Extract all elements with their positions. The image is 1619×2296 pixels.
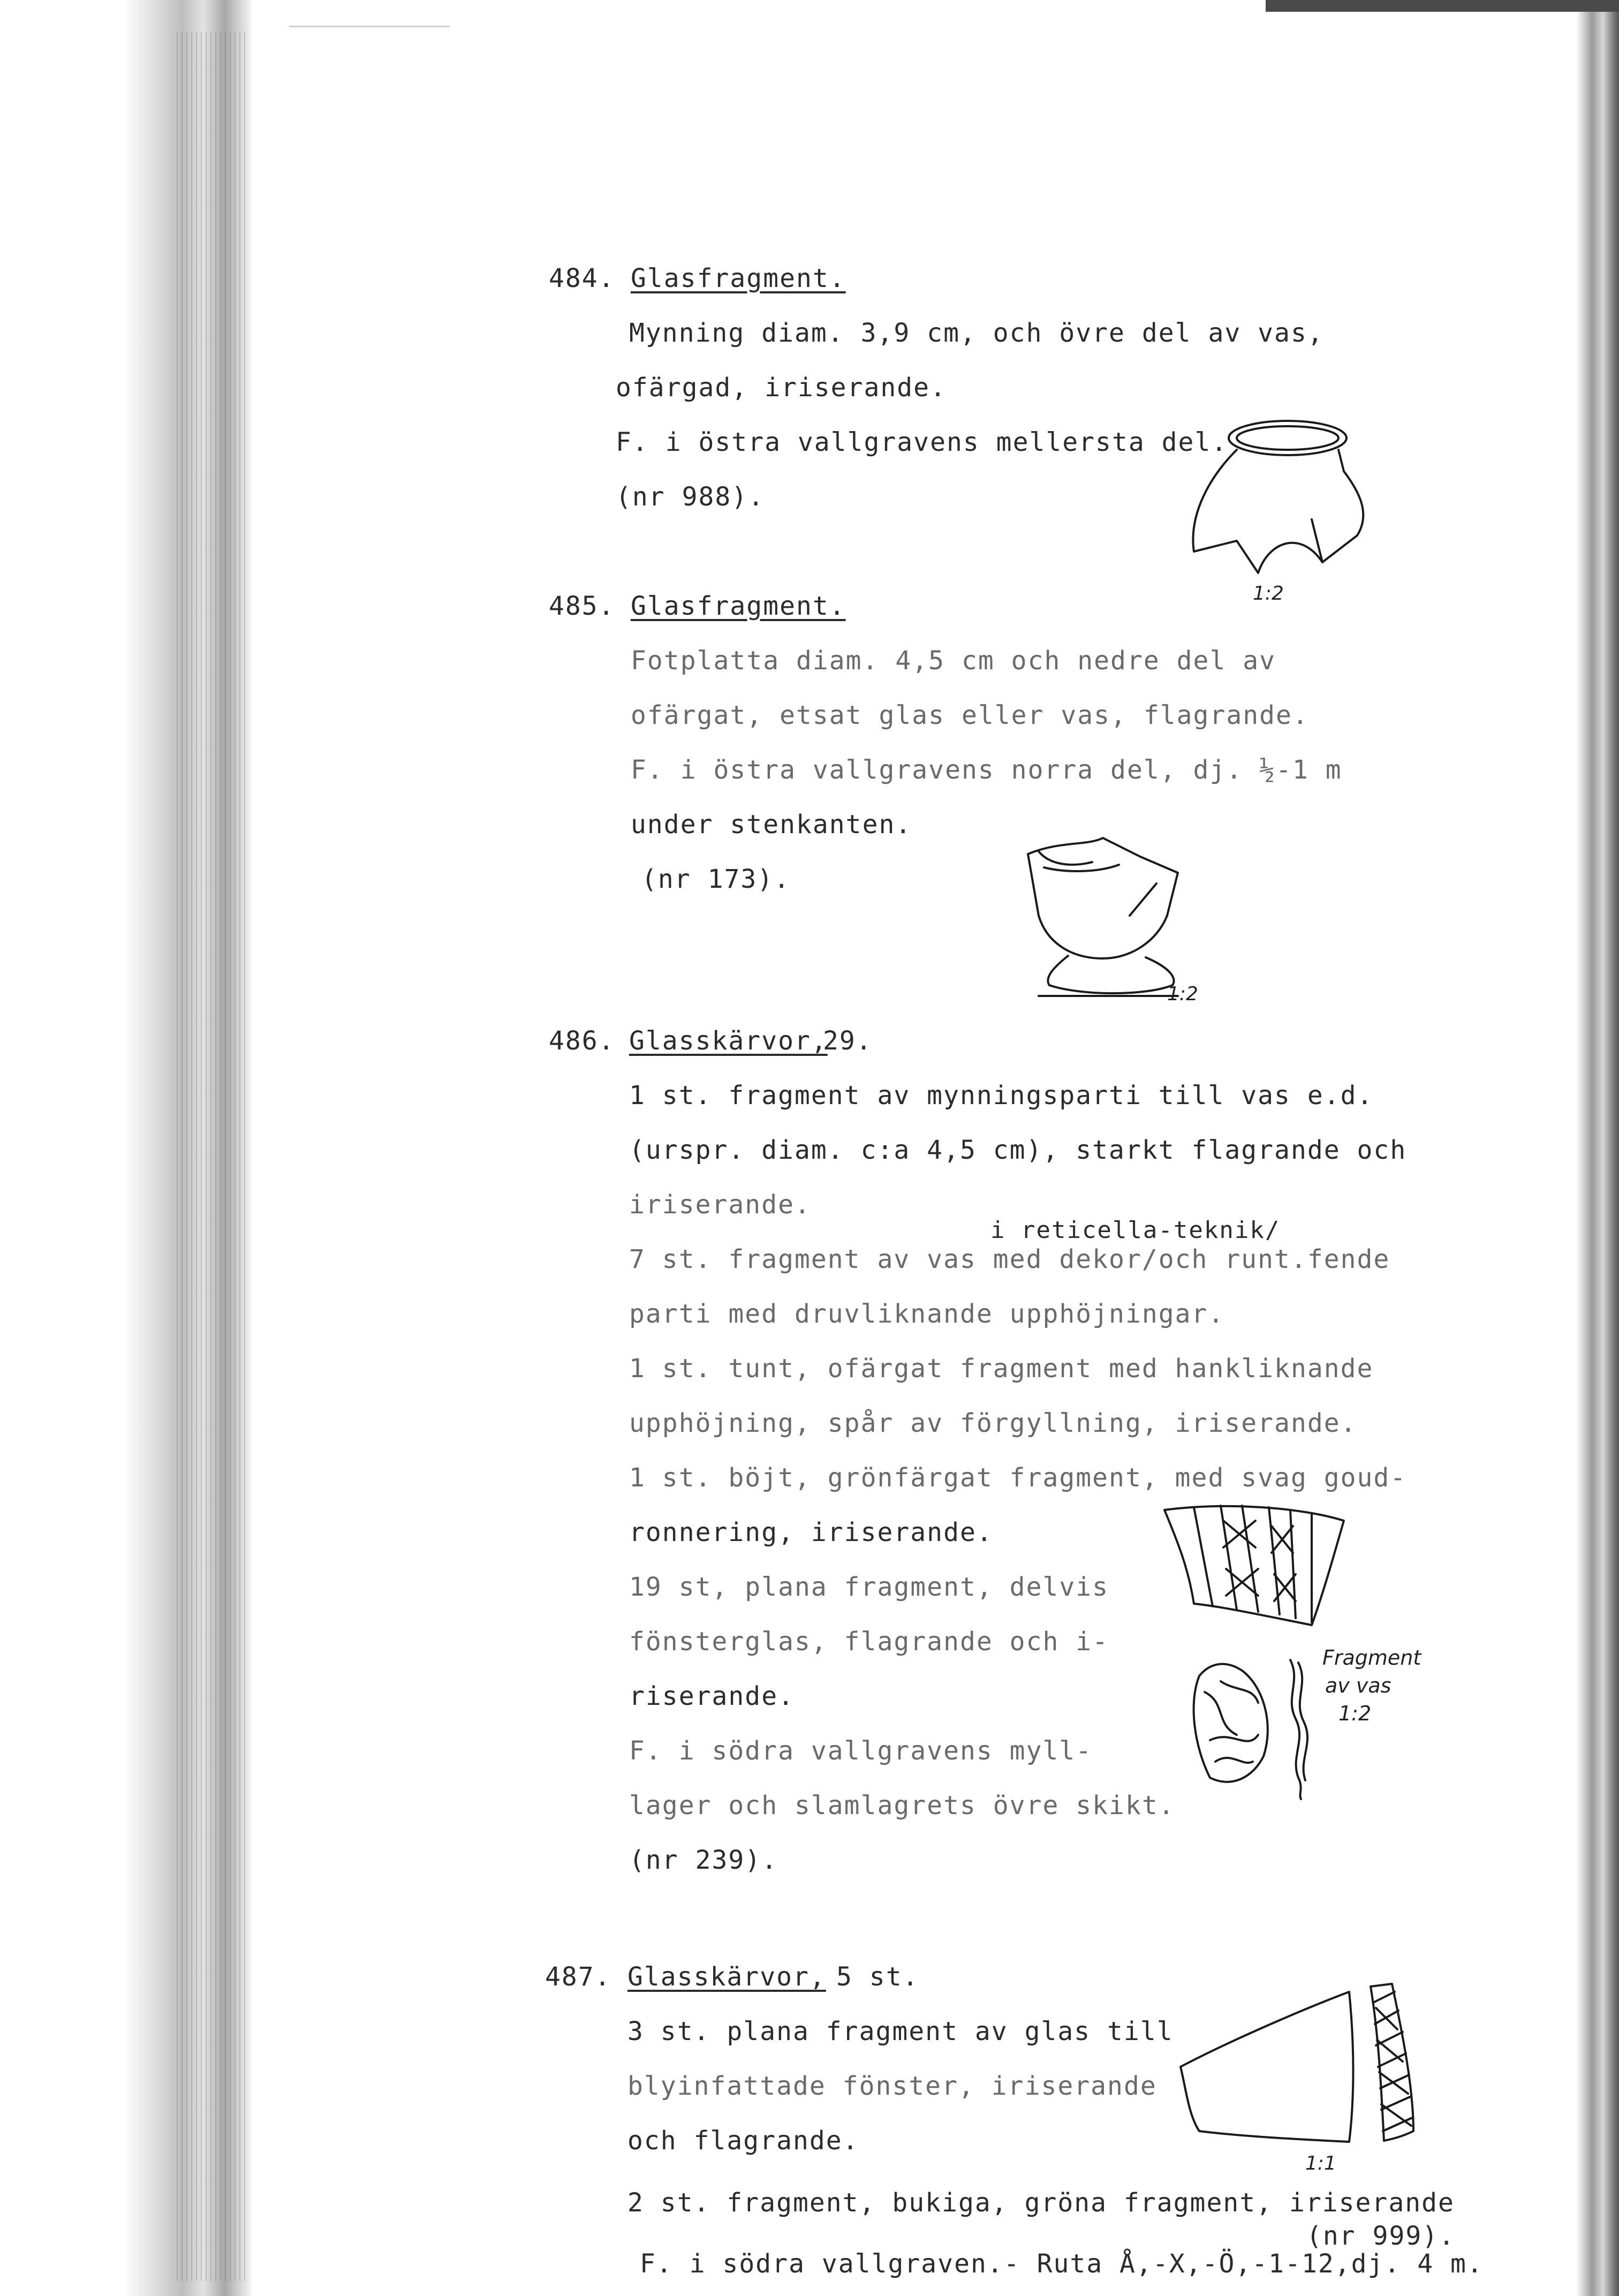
- entry-title: Glasfragment.: [631, 591, 846, 621]
- entry-line: 3 st. plana fragment av glas till: [627, 2016, 1174, 2046]
- entry-line: ronnering, iriserande.: [629, 1517, 993, 1547]
- scale-note: 1:2: [1253, 583, 1284, 605]
- entry-line: upphöjning, spår av förgyllning, iriserande.: [629, 1408, 1357, 1438]
- entry-line: (urspr. diam. c:a 4,5 cm), starkt flagrande och: [629, 1135, 1407, 1165]
- entry-line: (nr 988).: [616, 482, 765, 512]
- entry-line: 19 st, plana fragment, delvis: [629, 1572, 1109, 1602]
- entry-line: F. i östra vallgravens norra del, dj. ½-1 m: [631, 755, 1342, 785]
- entry-line: parti med druvliknande upphöjningar.: [629, 1299, 1225, 1329]
- entry-line: F. i östra vallgravens mellersta del.: [616, 427, 1228, 457]
- entry-number: 484.: [549, 263, 615, 293]
- figure-label-line: av vas: [1325, 1674, 1391, 1697]
- glass-foot-sketch: [1017, 835, 1194, 1007]
- typed-insertion: i reticella-teknik/: [990, 1217, 1281, 1244]
- entry-line: ofärgad, iriserande.: [616, 373, 947, 403]
- entry-line: och flagrande.: [627, 2126, 859, 2156]
- entry-line: Mynning diam. 3,9 cm, och övre del av vas,: [629, 318, 1324, 348]
- entry-line: 1 st. fragment av mynningsparti till vas e.d.: [629, 1081, 1374, 1111]
- twisted-fragment-sketch: [1183, 1655, 1322, 1804]
- entry-line: 1 st. böjt, grönfärgat fragment, med svag goud-: [629, 1463, 1407, 1493]
- entry-line: 2 st. fragment, bukiga, gröna fragment, iriserande: [627, 2188, 1455, 2218]
- overlap-note: (nr 999).: [1306, 2221, 1456, 2251]
- stacked-page-edges: [177, 32, 246, 2281]
- entry-title: Glasskärvor,: [629, 1026, 828, 1056]
- entry-line: iriserande.: [629, 1190, 811, 1220]
- reticella-fragment-sketch: [1162, 1499, 1355, 1638]
- entry-number: 486.: [549, 1026, 615, 1056]
- entry-title: Glasfragment.: [631, 263, 846, 293]
- right-page-edge: [1576, 0, 1619, 2296]
- scale-note: 1:1: [1305, 2152, 1336, 2174]
- entry-line: 1 st. tunt, ofärgat fragment med hankliknande: [629, 1354, 1374, 1384]
- window-glass-sketch: [1178, 1981, 1424, 2152]
- entry-line: Fotplatta diam. 4,5 cm och nedre del av: [631, 646, 1276, 676]
- scale-note: 1:2: [1167, 983, 1198, 1005]
- entry-line: (nr 173).: [641, 864, 791, 894]
- entry-line: blyinfattade fönster, iriserande: [627, 2071, 1157, 2101]
- entry-number: 485.: [549, 591, 615, 621]
- entry-line: under stenkanten.: [631, 810, 912, 840]
- entry-title-suffix: 5 st.: [836, 1962, 919, 1992]
- scanner-strip: [1266, 0, 1619, 12]
- findspot-line: F. i södra vallgraven.- Ruta Å,-X,-Ö,-1-12,dj. 4 m.: [640, 2249, 1484, 2279]
- faint-top-line: [289, 26, 450, 27]
- entry-line: ofärgat, etsat glas eller vas, flagrande.: [631, 700, 1309, 730]
- entry-line: lager och slamlagrets övre skikt.: [629, 1791, 1175, 1821]
- entry-line: fönsterglas, flagrande och i-: [629, 1627, 1109, 1657]
- entry-number: 487.: [545, 1962, 611, 1992]
- entry-line: (nr 239).: [629, 1845, 778, 1875]
- entry-title: Glasskärvor,: [627, 1962, 826, 1992]
- figure-label-line: Fragment: [1322, 1646, 1421, 1670]
- entry-line: 7 st. fragment av vas med dekor/och runt.fende: [629, 1244, 1390, 1274]
- entry-line: F. i södra vallgravens myll-: [629, 1736, 1093, 1766]
- vase-rim-sketch: [1178, 412, 1392, 589]
- figure-label-line: 1:2: [1338, 1702, 1372, 1725]
- entry-line: riserande.: [629, 1681, 795, 1711]
- entry-title-suffix: 29.: [823, 1026, 873, 1056]
